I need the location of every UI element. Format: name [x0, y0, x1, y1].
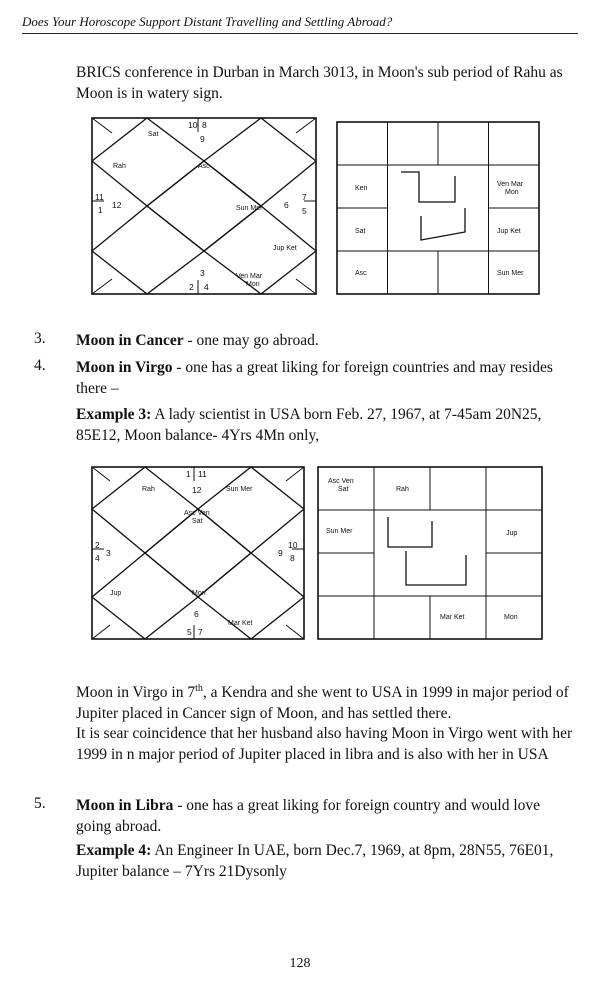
- chart1-house-num: 11: [95, 192, 104, 202]
- moon7-post: , a Kendra and she went to USA in 1999 in major period of Jupiter placed in Cancer sign of Moon, and has settled there.: [76, 684, 569, 723]
- chart2s-rah: Rah: [396, 486, 409, 493]
- chart1-planet-mon: Mon: [246, 281, 260, 288]
- item4-bold: Moon in Virgo: [76, 359, 173, 376]
- chart1s-mon: Mon: [505, 189, 519, 196]
- item-moon-libra: [76, 795, 576, 837]
- chart2-house-num: 11: [198, 469, 207, 479]
- chart2-house-num: 9: [278, 548, 283, 558]
- chart2-house-num: 8: [290, 553, 295, 563]
- list-num-4: 4.: [34, 357, 46, 374]
- chart2-house-num: 6: [194, 609, 199, 619]
- chart1-planet-ven-mar: Ven Mar: [236, 273, 263, 280]
- chart2s-sun-mer: Sun Mer: [326, 528, 353, 535]
- chart2-planet-asc-ven: Asc Ven: [184, 510, 210, 517]
- chart2-house-num: 12: [192, 485, 202, 495]
- chart2-house-num: 4: [95, 553, 100, 563]
- chart1-house-num: 4: [204, 282, 209, 292]
- chart1-north-indian: [90, 116, 318, 296]
- chart1-house-num: 5: [302, 206, 307, 216]
- paragraph-husband: It is sear coincidence that her husband also having Moon in Virgo went with her 1999 in n major period of Jupiter placed in libra and is also with her in USA: [76, 725, 573, 763]
- chart2-house-num: 10: [288, 540, 298, 550]
- chart2-south-indian: [316, 465, 544, 641]
- chart2-house-num: 7: [198, 627, 203, 637]
- item3-text: - one may go abroad.: [183, 332, 319, 349]
- chart2-house-num: 1: [186, 469, 191, 479]
- moon7-pre: Moon in Virgo in 7: [76, 684, 196, 702]
- chart1s-asc: Asc: [355, 270, 367, 277]
- example3-label: Example 3:: [76, 406, 152, 423]
- item3-bold: Moon in Cancer: [76, 332, 184, 349]
- chart1-south-indian: [335, 120, 541, 296]
- chart1-house-num: 9: [200, 134, 205, 144]
- chart2-planet-rah: Rah: [142, 486, 155, 493]
- chart2-house-num: 3: [106, 548, 111, 558]
- paragraph-moon-7th: [76, 678, 576, 724]
- example-3: [76, 404, 576, 446]
- chart1s-sat: Sat: [355, 228, 366, 235]
- example4-label: Example 4:: [76, 842, 152, 859]
- paragraph-brics: BRICS conference in Durban in March 3013, in Moon's sub period of Rahu as Moon is in watery sign.: [76, 64, 563, 102]
- page-number: 128: [289, 956, 311, 971]
- running-header: Does Your Horoscope Support Distant Travelling and Settling Abroad?: [22, 14, 393, 29]
- chart1s-sun-mer: Sun Mer: [497, 270, 524, 277]
- chart2s-jup: Jup: [506, 530, 518, 537]
- chart1-planet-jup-ket: Jup Ket: [273, 245, 297, 252]
- list-num-5: 5.: [34, 795, 46, 812]
- chart1-house-num: 2: [189, 282, 194, 292]
- chart1-planet-sun-mer: Sun Mer: [236, 205, 263, 212]
- chart1-house-num: 12: [112, 200, 122, 210]
- moon7-sup: th: [195, 683, 203, 694]
- item4-text: - one has a great liking for foreign countries and may resides there –: [76, 359, 553, 397]
- example-4: [76, 840, 576, 882]
- chart2-planet-mar-ket: Mar Ket: [228, 620, 253, 627]
- chart1-planet-sat: Sat: [148, 131, 159, 138]
- list-num-3: 3.: [34, 330, 46, 347]
- chart1-house-num: 7: [302, 192, 307, 202]
- chart1s-jup-ket: Jup Ket: [497, 228, 521, 235]
- chart2-planet-sun-mer: Sun Mer: [226, 486, 253, 493]
- chart2-planet-mon: Mon: [192, 590, 206, 597]
- item5-bold: Moon in Libra: [76, 797, 174, 814]
- item5-text: - one has a great liking for foreign country and would love going abroad.: [76, 797, 541, 835]
- chart2s-asc-ven: Asc Ven: [328, 478, 354, 485]
- item-moon-cancer: [76, 330, 576, 351]
- example3-text: A lady scientist in USA born Feb. 27, 1967, at 7-45am 20N25, 85E12, Moon balance- 4Yrs 4Mn only,: [76, 406, 542, 444]
- chart2s-mon: Mon: [504, 614, 518, 621]
- chart2s-mar-ket: Mar Ket: [440, 614, 465, 621]
- chart1s-ven-mar: Ven Mar: [497, 181, 524, 188]
- chart1s-ken: Ken: [355, 185, 368, 192]
- item-moon-virgo: [76, 357, 576, 399]
- chart2-planet-sat: Sat: [192, 518, 203, 525]
- example4-text: An Engineer In UAE, born Dec.7, 1969, at 8pm, 28N55, 76E01, Jupiter balance – 7Yrs 21Dysonly: [76, 842, 554, 880]
- chart2-north-indian: [90, 465, 306, 641]
- chart1-house-num: 1: [98, 205, 103, 215]
- chart2-planet-jup: Jup: [110, 590, 122, 597]
- chart1-planet-asc: Asc: [198, 163, 210, 170]
- chart1-house-num: 6: [284, 200, 289, 210]
- header-rule: [22, 33, 578, 34]
- chart2-house-num: 2: [95, 540, 100, 550]
- chart1-house-num: 10: [188, 120, 198, 130]
- chart2s-sat: Sat: [338, 486, 349, 493]
- chart1-house-num: 3: [200, 268, 205, 278]
- chart1-house-num: 8: [202, 120, 207, 130]
- chart1-planet-rah: Rah: [113, 163, 126, 170]
- chart2-house-num: 5: [187, 627, 192, 637]
